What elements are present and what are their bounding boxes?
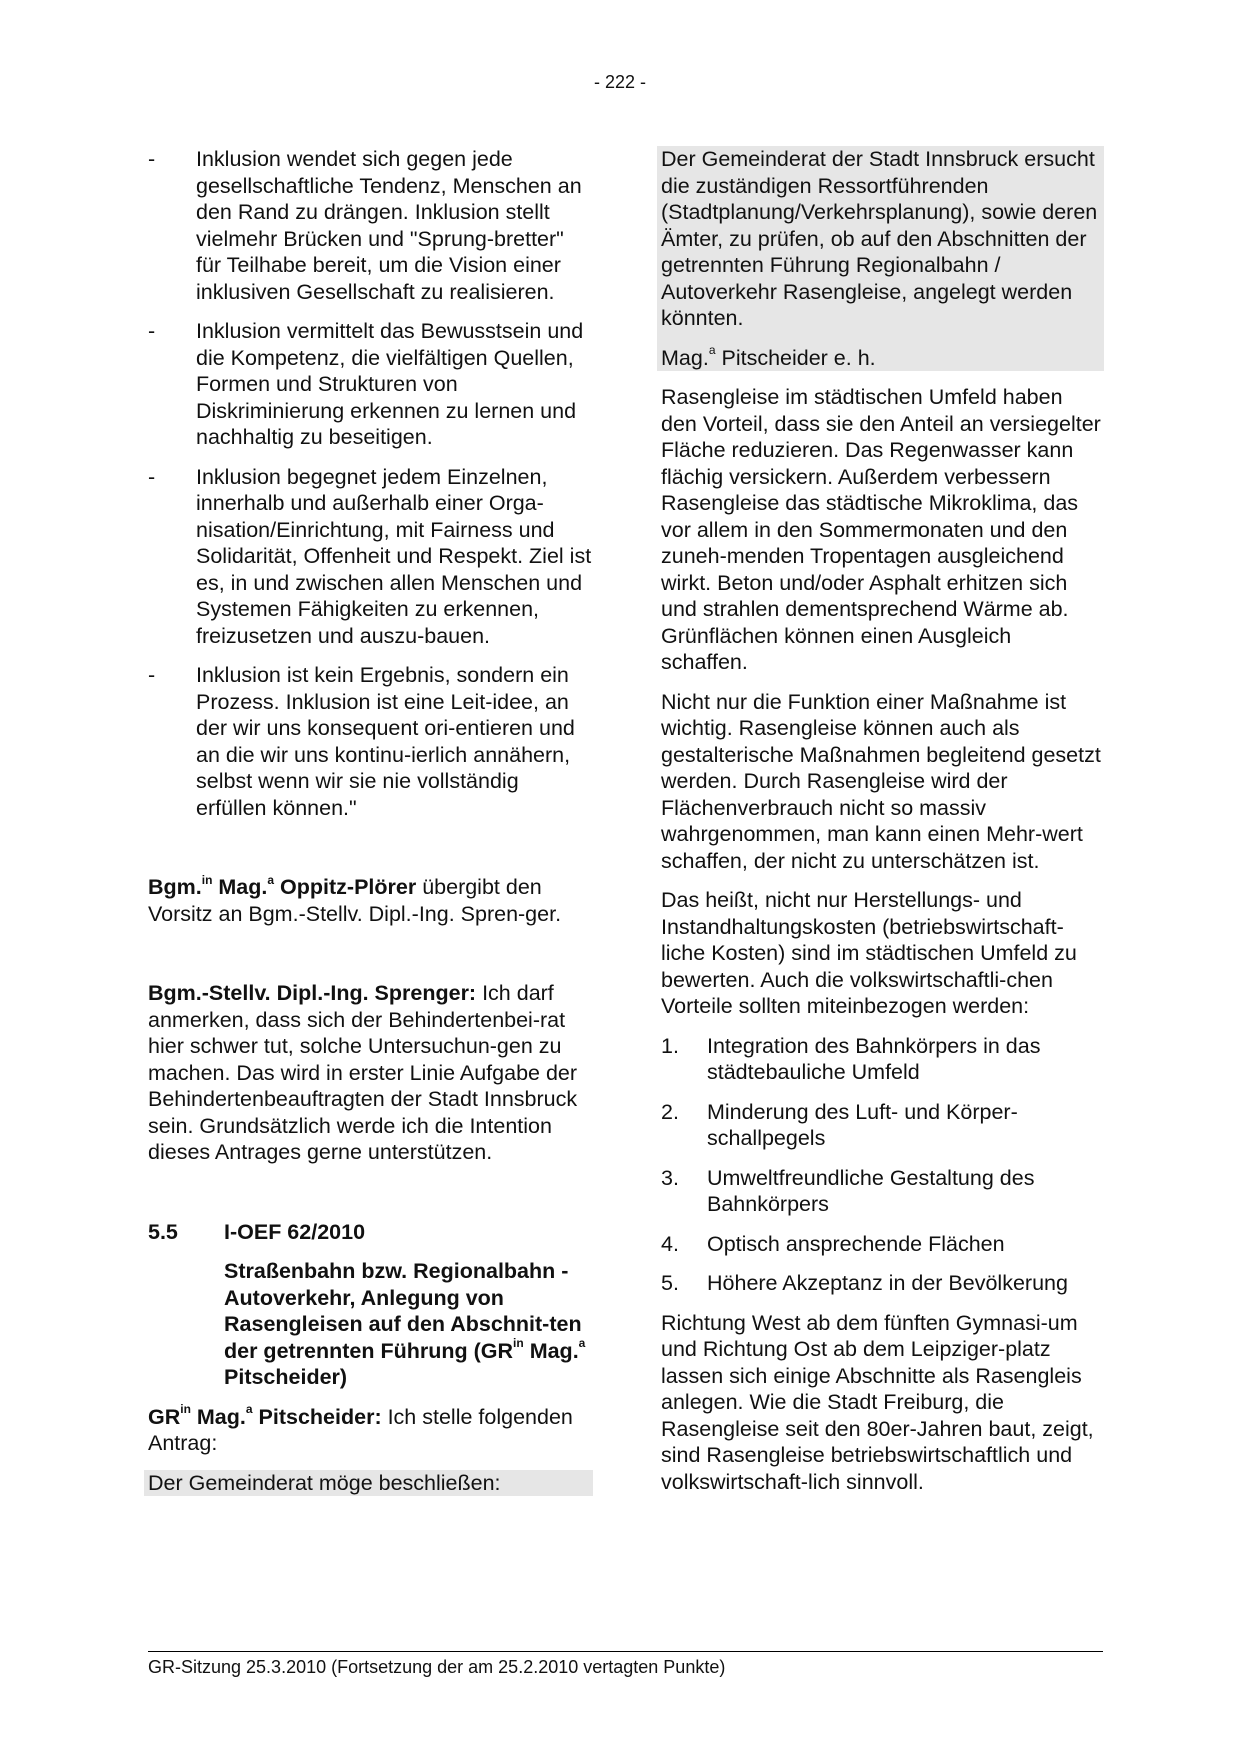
speaker-name: $GR^{in}$ Mag.$^a$ Pitscheider: [148, 1402, 382, 1429]
list-text: Minderung des Luft- und Körper-schallpegels [707, 1099, 1018, 1150]
section-number: 5.5 [148, 1219, 178, 1244]
shaded-signature: Mag.$^a$ Pitscheider e. h. [657, 332, 1104, 372]
list-number: 5. [661, 1271, 679, 1295]
section-title: Straßenbahn bzw. Regionalbahn - Autoverkehr, Anlegung von Rasengleisen auf den Abschnit-ten der getrennten Führung ($GR^{in}$ Mag.$^a$ Pitscheider) [224, 1259, 586, 1389]
bullet-dash: - [148, 147, 156, 171]
bullet-dash: - [148, 464, 156, 489]
page-number: - 222 - [593, 72, 647, 92]
right-column [661, 146, 1104, 1508]
bullet-text: Inklusion begegnet jedem Einzelnen, innerhalb und außerhalb einer Orga-nisation/Einrichtung, mit Fairness und Solidarität, Offenheit und Respekt. Ziel ist es, in und zwischen allen Menschen und Systemen Fähigkeiten zu erkennen, freizusetzen und auszu-bauen. [196, 464, 592, 648]
speaker-name: Bgm.$^{in}$ Mag.$^a$ Oppitz-Plörer [148, 872, 417, 899]
body-paragraph: Rasengleise im städtischen Umfeld haben den Vorteil, dass sie den Anteil an versiegelter Fläche reduzieren. Das Regenwasser kann flächig versickern. Außerdem verbessern Rasengleise das städtische Mikroklima, das vor allem in den Sommermonaten und den zuneh-menden Tropentagen ausgleichend wirkt. Beton und/oder Asphalt erhitzen sich und strahlen dementsprechend Wärme ab. Grünflächen können einen Ausgleich schaffen. [661, 385, 1101, 674]
body-paragraph: Nicht nur die Funktion einer Maßnahme ist wichtig. Rasengleise können auch als gestalterische Maßnahmen begleitend gesetzt werden. Durch Rasengleise wird der Flächenverbrauch nicht so massiv wahrgenommen, man kann einen Mehr-wert schaffen, der nicht zu unterschätzen ist. [661, 689, 1101, 873]
chair-handover-paragraph [148, 874, 593, 927]
bullet-dash: - [148, 663, 156, 687]
speaker-name: Bgm.-Stellv. Dipl.-Ing. Sprenger: [148, 981, 477, 1005]
bullet-item [148, 464, 593, 650]
list-number: 4. [661, 1231, 679, 1256]
list-text: Umweltfreundliche Gestaltung des Bahnkörpers [707, 1165, 1035, 1216]
list-number: 2. [661, 1099, 679, 1124]
numbered-list-item [661, 1270, 1104, 1297]
section-heading [148, 1219, 593, 1246]
list-number: 1. [661, 1033, 679, 1058]
bullet-dash: - [148, 319, 156, 343]
list-text: Höhere Akzeptanz in der Bevölkerung [707, 1271, 1068, 1295]
paragraph-text: übergibt den Vorsitz an Bgm.-Stellv. Dipl.-Ing. Spren-ger. [148, 875, 562, 926]
numbered-list-item [661, 1033, 1104, 1086]
bullet-text: Inklusion vermittelt das Bewusstsein und die Kompetenz, die vielfältigen Quellen, Formen und Strukturen von Diskriminierung erkennen zu lernen und nachhaltig zu beseitigen. [196, 319, 584, 449]
list-number: 3. [661, 1165, 679, 1190]
speech-paragraph [148, 980, 593, 1166]
paragraph-text: Ich darf anmerken, dass sich der Behindertenbei-rat hier schwer tut, solche Untersuchun-gen zu machen. Das wird in erster Linie Aufgabe der Behindertenbeauftragten der Stadt Innsbruck sein. Grundsätzlich werde ich die Intention dieses Antrages gerne unterstützen. [148, 981, 578, 1164]
numbered-list-item [661, 1165, 1104, 1218]
shaded-motion-text: Der Gemeinderat der Stadt Innsbruck ersucht die zuständigen Ressortführenden (Stadtplanung/Verkehrsplanung), sowie deren Ämter, zu prüfen, ob auf den Abschnitten der getrennten Führung Regionalbahn / Autoverkehr Rasengleise, angelegt werden könnten. [657, 146, 1104, 332]
bullet-text: Inklusion ist kein Ergebnis, sondern ein Prozess. Inklusion ist eine Leit-idee, an der wir uns konsequent ori-entieren und an die wir uns kontinu-ierlich annähern, selbst wenn wir sie nie vollständig erfüllen können." [196, 663, 575, 820]
section-code: I-OEF 62/2010 [224, 1219, 366, 1244]
page-footer: GR-Sitzung 25.3.2010 (Fortsetzung der am 25.2.2010 vertagten Punkte) [148, 1657, 726, 1677]
bullet-item [148, 662, 593, 821]
bullet-text: Inklusion wendet sich gegen jede gesellschaftliche Tendenz, Menschen an den Rand zu drängen. Inklusion stellt vielmehr Brücken und "Sprung-bretter" für Teilhabe bereit, um die Vision einer inklusiven Gesellschaft zu realisieren. [196, 147, 582, 304]
list-text: Optisch ansprechende Flächen [707, 1231, 1005, 1256]
shaded-resolution-intro: Der Gemeinderat möge beschließen: [144, 1470, 593, 1497]
motion-intro-paragraph [148, 1404, 593, 1457]
closing-paragraph: Richtung West ab dem fünften Gymnasi-um und Richtung Ost ab dem Leipziger-platz lassen sich einige Abschnitte als Rasengleis anlegen. Wie die Stadt Freiburg, die Rasengleise seit den 80er-Jahren baut, zeigt, sind Rasengleise betriebswirtschaftlich und volkswirtschaft-lich sinnvoll. [661, 1310, 1094, 1494]
left-column [148, 146, 593, 1509]
footer-divider [148, 1651, 1103, 1652]
numbered-list-item [661, 1231, 1104, 1258]
bullet-item [148, 146, 593, 305]
bullet-item [148, 318, 593, 451]
list-text: Integration des Bahnkörpers in das städtebauliche Umfeld [707, 1033, 1041, 1084]
paragraph-text: Ich stelle folgenden Antrag: [148, 1404, 573, 1455]
body-paragraph: Das heißt, nicht nur Herstellungs- und Instandhaltungskosten (betriebswirtschaft-liche Kosten) sind im städtischen Umfeld zu bewerten. Auch die volkswirtschaftli-chen Vorteile sollten miteinbezogen werden: [661, 888, 1077, 1018]
numbered-list-item [661, 1099, 1104, 1152]
